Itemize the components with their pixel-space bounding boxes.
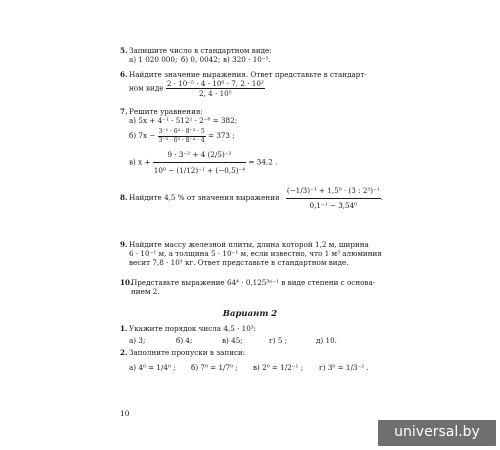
task-text-line: Найдите массу железной плиты, длина которой 1,2 м, ширина (129, 240, 369, 249)
equation-a: а) 5x + 4⁻¹ · 512² · 2⁻⁸ = 382; (129, 116, 238, 125)
task-text: Найдите значение выражения. Ответ представьте в стандарт- (129, 70, 367, 79)
option-a: а) 3; (129, 336, 146, 345)
option-b: б) 0, 0042; (181, 55, 221, 64)
task-7 (120, 107, 390, 175)
v2-task-2 (120, 348, 390, 372)
fraction (158, 128, 206, 144)
option-c: в) 320 · 10⁻⁵. (223, 55, 271, 64)
variant-heading: Вариант 2 (222, 309, 278, 319)
fraction-denominator: 0,1⁻¹ − 3,54⁰ (309, 201, 358, 210)
task-text: Найдите 4,5 % от значения выражения (129, 193, 280, 202)
task-number: 9. (120, 240, 128, 249)
fraction (166, 79, 265, 98)
task-options (120, 336, 390, 345)
equation-c-suffix: = 34,2 . (248, 157, 278, 167)
v2-task-1 (120, 324, 390, 345)
fraction-denominator: 2, 4 · 10⁵ (199, 89, 232, 98)
task-number: 1. (120, 324, 128, 333)
task-number: 2. (120, 348, 128, 357)
task-number: 6. (120, 70, 128, 79)
task-number: 10. (120, 278, 133, 287)
task-text: Решите уравнения: (129, 107, 203, 116)
equation-c-prefix: в) x + (129, 157, 151, 167)
fraction-numerator: 2 · 10⁻⁵ · 4 · 10⁶ · 7, 2 · 10² (166, 79, 264, 88)
task-options (120, 363, 390, 372)
option-a: а) 4⁰ = 1/4⁰ ; (129, 363, 176, 372)
task-options (120, 55, 390, 64)
equation-c (120, 150, 390, 175)
period: . (380, 193, 384, 202)
task-6 (120, 70, 390, 98)
option-c: в) 45; (222, 336, 243, 345)
option-d: г) 5 ; (269, 336, 288, 345)
fraction (286, 186, 384, 210)
option-b: б) 4; (176, 336, 193, 345)
fraction (153, 150, 246, 175)
task-text-line: 6 · 10⁻¹ м, а толщина 5 · 10⁻¹ м, если известно, что 1 м³ алюминия (129, 249, 382, 258)
watermark-logo: universal.by (378, 420, 496, 446)
task-8 (120, 186, 390, 210)
task-number: 8. (120, 193, 128, 202)
task-text-continued: ном виде (129, 83, 164, 93)
option-b: б) 7⁰ = 1/7⁰ ; (191, 363, 238, 372)
task-text: Запишите число в стандартном виде: (129, 46, 272, 55)
task-number: 7. (120, 107, 128, 116)
task-10 (120, 278, 390, 296)
equation-b-prefix: б) 7x − (129, 131, 156, 140)
task-5 (120, 46, 390, 64)
option-e: д) 10. (316, 336, 337, 345)
option-d: г) 3⁰ = 1/3⁻² . (319, 363, 369, 372)
task-text: Заполните пропуски в записи: (129, 348, 246, 357)
fraction-numerator: 9 · 3⁻² + 4 (2/5)⁻² (153, 150, 246, 163)
task-text: Укажите порядок числа 4,5 · 10³: (129, 324, 257, 333)
task-9 (120, 240, 390, 267)
option-a: а) 1 020 000; (129, 55, 178, 64)
task-text-line: нием 2. (131, 287, 160, 296)
task-text-line: весит 7,8 · 10³ кг. Ответ представьте в стандартном виде. (129, 258, 349, 267)
fraction-denominator: 3⁻³ · 6⁵ · 8⁻⁴ · 4 (158, 136, 205, 144)
page-number: 10 (120, 409, 130, 418)
task-text-line: Представьте выражение 64⁴ · 0,125³ⁿ⁻¹ в виде степени с основа- (131, 278, 376, 287)
fraction-numerator: 3⁻² · 6⁴ · 8⁻³ · 5 (158, 128, 205, 135)
task-number: 5. (120, 46, 128, 55)
equation-b-suffix: = 373 ; (207, 131, 235, 140)
equation-b (120, 128, 390, 144)
fraction-numerator: (−1/3)⁻¹ + 1,5⁰ · (3 : 2³)⁻¹ (286, 186, 381, 199)
option-c: в) 2⁰ = 1/2⁻¹ ; (253, 363, 304, 372)
fraction-denominator: 10⁰ − (1/12)⁻¹ + (−0,5)⁻⁴ (153, 166, 246, 175)
